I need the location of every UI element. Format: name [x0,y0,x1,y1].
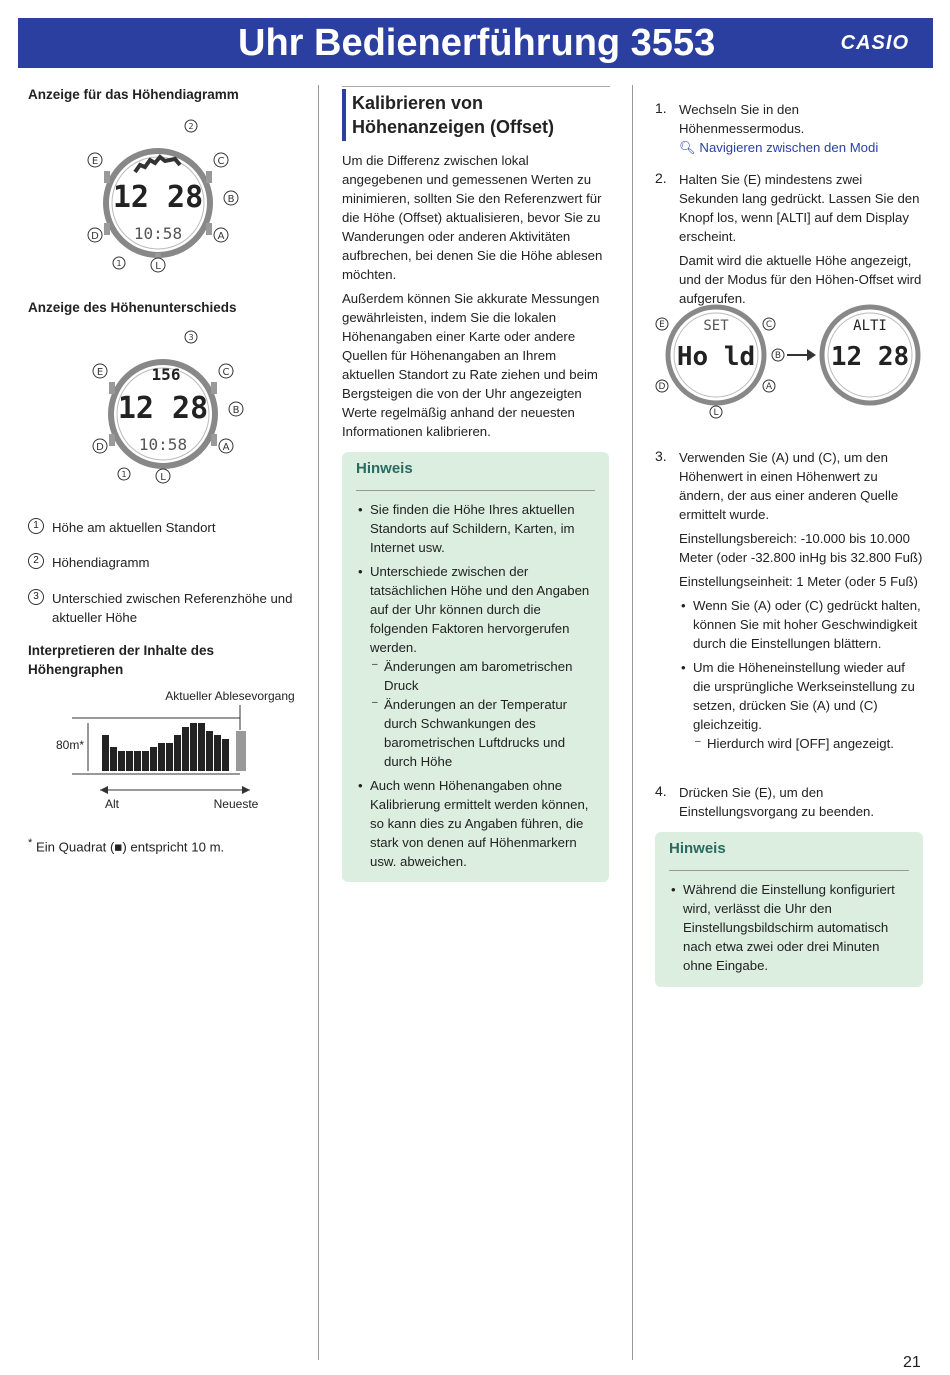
paragraph: Außerdem können Sie akkurate Messungen gewährleisten, indem Sie die lokalen Höhenangaben einer Karte oder andere Quellen für Höhenangaben an Ihrem aktuellen Standort zu Rate ziehen und beim Bergsteigen die von der Uhr angezeigten Werte regelmäßig anhand der neuesten Informationen kalibrieren. [342,291,600,439]
hint-subitem: – Änderungen an der Temperatur durch Schwankungen des barometrischen Luftdrucks und durch Höhe [370,695,596,771]
legend-item: 1 Höhe am aktuellen Standort [28,518,308,537]
step-2: 2. Halten Sie (E) mindestens zwei Sekunden lang gedrückt. Lassen Sie den Knopf los, wenn [ALTI] auf dem Display erscheint. Damit wird die aktuelle Höhe angezeigt, und der Modus für den Höhen-Offset wird aufgerufen. [655,170,922,306]
footnote: * Ein Quadrat (■) entspricht 10 m. [28,837,225,855]
svg-text:L: L [713,408,719,418]
watch-time: 12 28 [117,391,209,426]
watch-subtime: 10:58 [133,224,183,243]
graph-left-label: Alt [104,797,120,811]
svg-text:A: A [217,231,225,242]
column-divider [318,85,319,1360]
hint-bullet: • Auch wenn Höhenangaben ohne Kalibrierung ermittelt werden können, so kann dies zu Angaben führen, die stark von denen auf Höhenmarkern usw. abweichen. [356,776,596,871]
watch-altitude: 12 28 [830,342,910,372]
step-3: 3. Verwenden Sie (A) und (C), um den Höhenwert in einen Höhenwert zu ändern, der aus einer anderen Quelle ermittelt wurde. Einstellungsbereich: -10.000 bis 10.000 Meter (oder -32.800 inHg bis 32.800 Fuß) Einstellungseinheit: 1 Meter (oder 5 Fuß) • Wenn Sie (A) oder (C) gedrückt halten, können Sie mit hoher Geschwindigkeit durch die Einstellungen blättern. • Um die Höheneinstellung wieder auf die ursprüngliche Werkseinstellung zu setzen, drücken Sie (A) und (C) gleichzeitig. – Hierdurch wird [OFF] angezeigt. [655,448,925,753]
svg-text:2: 2 [188,122,194,131]
svg-text:1: 1 [121,470,127,479]
hint-subitem: – Änderungen am barometrischen Druck [370,657,596,695]
page-header [18,18,933,68]
graph-height-label: 80m* [56,738,85,752]
svg-text:D: D [96,442,104,453]
svg-text:L: L [160,472,166,483]
graph-current-label: Aktueller Ablesevorgang [165,689,295,703]
watch-alti-label: ALTI [853,318,887,334]
svg-text:E: E [96,367,104,378]
mode-navigation-link[interactable]: 🔍︎ Navigieren zwischen den Modi [679,140,879,155]
svg-text:B: B [227,194,235,205]
hint-bullet: • Während die Einstellung konfiguriert wird, verlässt die Uhr den Einstellungsbildschirm automatisch nach etwa zwei oder drei Minuten ohne Eingabe. [669,880,909,975]
search-icon: 🔍︎ [679,140,696,155]
section-heading: Anzeige für das Höhendiagramm [28,87,239,102]
watch-set-label: SET [703,318,729,334]
paragraph: Um die Differenz zwischen lokal angegebenen und gemessenen Werten zu minimieren, sollten Sie den Referenzwert für die Höhe (Offset) aktualisieren, bevor Sie zu Wanderungen oder anderen Aktivitäten aufbrechen, bei denen Sie die Höhe ablesen möchten. [342,153,603,282]
svg-text:C: C [222,367,230,378]
svg-text:3: 3 [188,333,194,342]
watch-subtime: 10:58 [138,435,188,454]
watch-diagram-graph [85,115,245,275]
page-title: Uhr Bedienerführung 3553 [238,22,716,64]
section-title-block [342,86,610,137]
title-accent-bar [342,89,346,141]
hint-box [342,452,609,882]
legend-number: 3 [28,589,44,605]
legend-item: 2 Höhendiagramm [28,553,308,572]
watch-time: 12 28 [112,180,204,215]
legend-number: 1 [28,518,44,534]
section-title: Kalibrieren von Höhenanzeigen (Offset) [352,93,555,137]
section-heading: Anzeige des Höhenunterschieds [28,300,237,315]
svg-text:E: E [659,320,665,330]
column-divider [632,85,633,1360]
watch-diff: 156 [151,365,181,384]
svg-text:A: A [765,382,773,392]
legend-number: 2 [28,553,44,569]
svg-text:A: A [222,442,230,453]
graph-right-label: Neueste [213,797,259,811]
svg-text:D: D [91,231,99,242]
svg-text:L: L [155,261,161,272]
hint-title: Hinweis [669,840,726,857]
altitude-graph-figure [50,685,300,815]
step-4: 4. Drücken Sie (E), um den Einstellungsvorgang zu beenden. [655,783,875,819]
hint-box [655,832,923,987]
svg-text:C: C [217,156,225,167]
svg-text:B: B [774,351,782,361]
hint-title: Hinweis [356,460,413,477]
svg-text:D: D [658,382,666,392]
watch-diagram-difference [90,326,250,486]
svg-text:1: 1 [116,259,122,268]
legend-item: 3 Unterschied zwischen Referenzhöhe und aktueller Höhe [28,589,308,627]
svg-text:B: B [232,405,240,416]
casio-logo: CASIO [840,32,909,54]
watch-hold-text: Ho ld [676,342,756,372]
hint-bullet: • Sie finden die Höhe Ihres aktuellen Standorts auf Schildern, Karten, im Internet usw. [356,500,596,557]
svg-text:E: E [91,156,99,167]
step-1: 1. Wechseln Sie in den Höhenmessermodus. 🔍︎ Navigieren zwischen den Modi [655,100,925,157]
section-heading: Interpretieren der Inhalte des Höhengraphen [28,643,215,677]
page-number: 21 [903,1354,921,1371]
hint-bullet: • Unterschiede zwischen der tatsächlichen Höhe und den Angaben auf der Uhr können durch die folgenden Faktoren hervorgerufen werden. [356,562,596,657]
svg-text:C: C [765,320,773,330]
watch-offset-sequence [652,300,932,425]
